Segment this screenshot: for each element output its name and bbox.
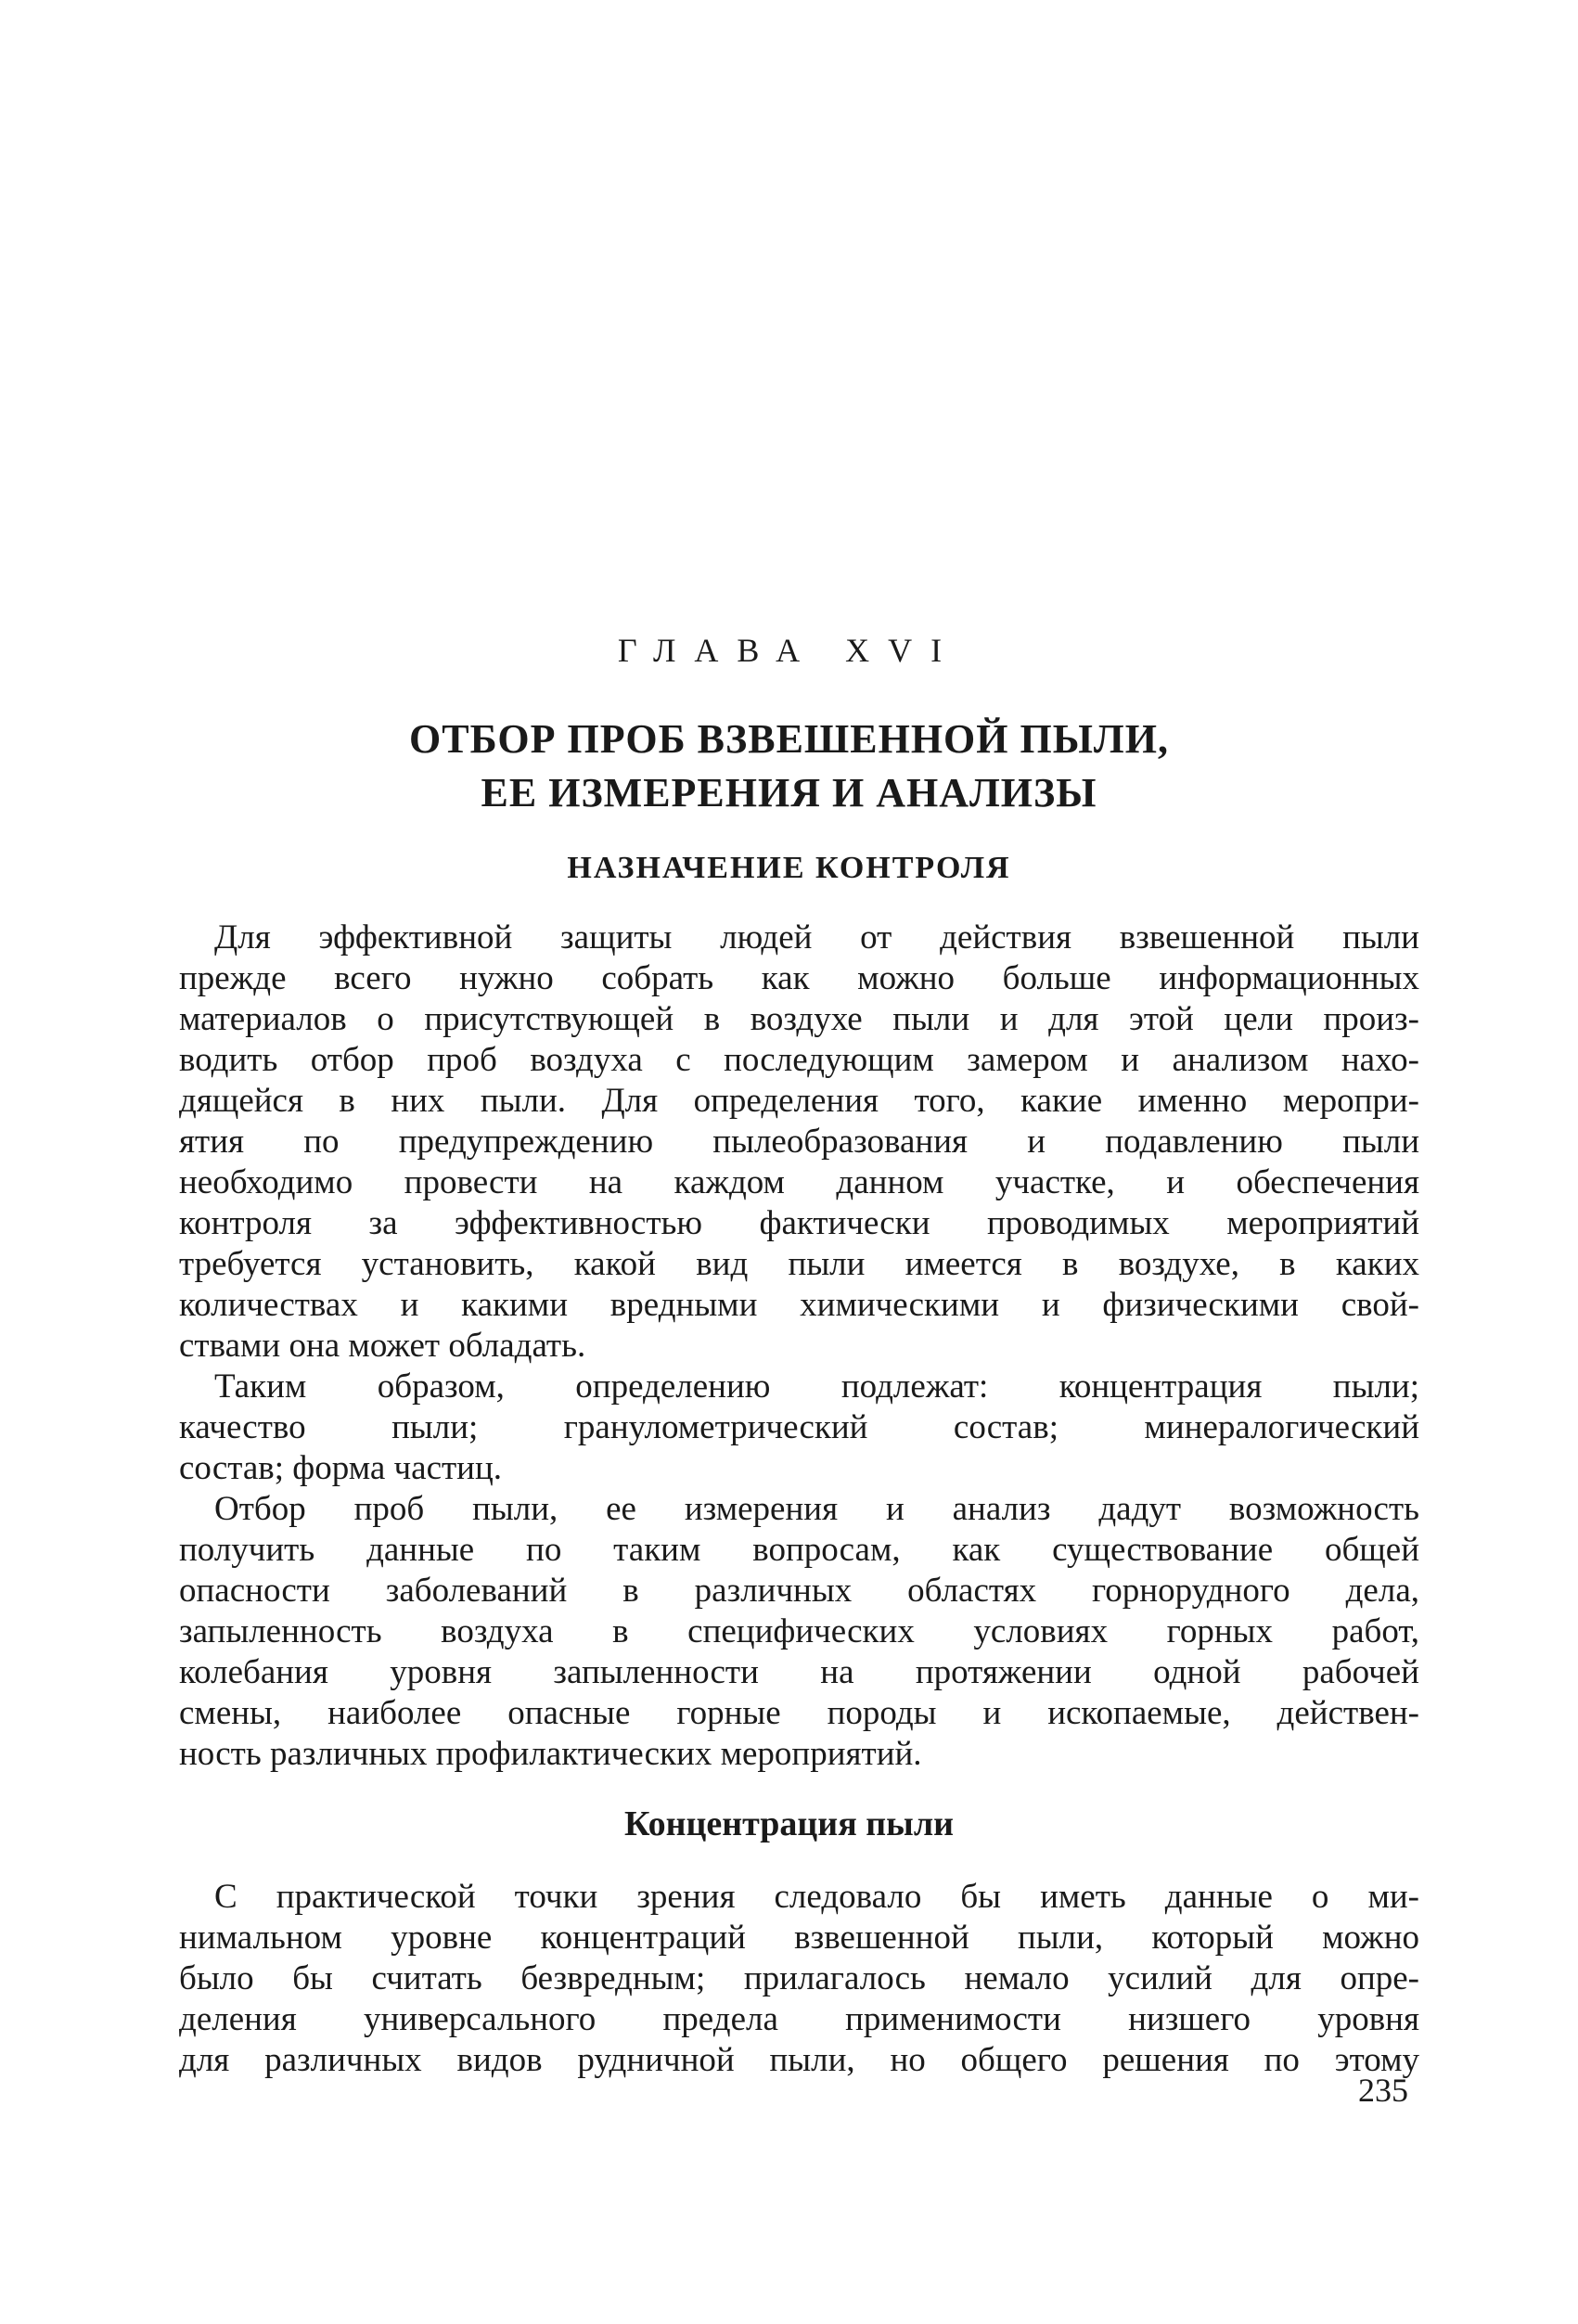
text-line: материалов о присутствующей в воздухе пыли и для этой цели произ-	[179, 1000, 1419, 1038]
text-line: опасности заболеваний в различных областях горнорудного дела,	[179, 1572, 1419, 1610]
text-line: было бы считать безвредным; прилагалось немало усилий для опре-	[179, 1959, 1419, 1997]
paragraph	[179, 1367, 1419, 1489]
paragraph	[179, 918, 1419, 1367]
paragraph	[179, 1489, 1419, 1775]
text-line: нимальном уровне концентраций взвешенной пыли, который можно	[179, 1919, 1419, 1957]
text-line: водить отбор проб воздуха с последующим замером и анализом нахо-	[179, 1041, 1419, 1079]
text-line: колебания уровня запыленности на протяжении одной рабочей	[179, 1653, 1419, 1691]
text-line: дящейся в них пыли. Для определения того, какие именно меропри-	[179, 1082, 1419, 1120]
text-line: для различных видов рудничной пыли, но общего решения по этому	[179, 2041, 1419, 2079]
text-line: необходимо провести на каждом данном участке, и обеспечения	[179, 1163, 1419, 1201]
text-line: ствами она может обладать.	[179, 1327, 586, 1365]
text-line: Таким образом, определению подлежат: концентрация пыли;	[214, 1367, 1419, 1406]
text-line: С практической точки зрения следовало бы иметь данные о ми-	[214, 1878, 1419, 1916]
chapter-title-line-2: ЕЕ ИЗМЕРЕНИЯ И АНАЛИЗЫ	[481, 770, 1097, 815]
text-line: количествах и какими вредными химическими и физическими свой-	[179, 1286, 1419, 1324]
chapter-title-line-1: ОТБОР ПРОБ ВЗВЕШЕННОЙ ПЫЛИ,	[409, 716, 1169, 762]
text-line: контроля за эффективностью фактически проводимых мероприятий	[179, 1204, 1419, 1242]
text-line: состав; форма частиц.	[179, 1449, 503, 1487]
chapter-label: ГЛАВА XVI	[617, 632, 961, 669]
text-line: Отбор проб пыли, ее измерения и анализ дадут возможность	[214, 1490, 1419, 1528]
text-line: Для эффективной защиты людей от действия взвешенной пыли	[214, 918, 1419, 957]
text-line: требуется установить, какой вид пыли имеется в воздухе, в каких	[179, 1245, 1419, 1283]
text-line: ятия по предупреждению пылеобразования и подавлению пыли	[179, 1123, 1419, 1161]
text-line: запыленность воздуха в специфических условиях горных работ,	[179, 1612, 1419, 1650]
chapter-title	[0, 713, 1578, 820]
section-heading: НАЗНАЧЕНИЕ КОНТРОЛЯ	[567, 851, 1011, 885]
page-number: 235	[1358, 2072, 1408, 2109]
text-line: ность различных профилактических мероприятий.	[179, 1735, 922, 1773]
text-line: смены, наиболее опасные горные породы и ископаемые, действен-	[179, 1694, 1419, 1732]
text-line: деления универсального предела применимости низшего уровня	[179, 2000, 1419, 2038]
text-line: получить данные по таким вопросам, как существование общей	[179, 1531, 1419, 1569]
text-line: прежде всего нужно собрать как можно больше информационных	[179, 959, 1419, 997]
subsection-heading: Концентрация пыли	[623, 1804, 955, 1843]
text-line: качество пыли; гранулометрический состав; минералогический	[179, 1408, 1419, 1446]
paragraph	[179, 1877, 1419, 2081]
